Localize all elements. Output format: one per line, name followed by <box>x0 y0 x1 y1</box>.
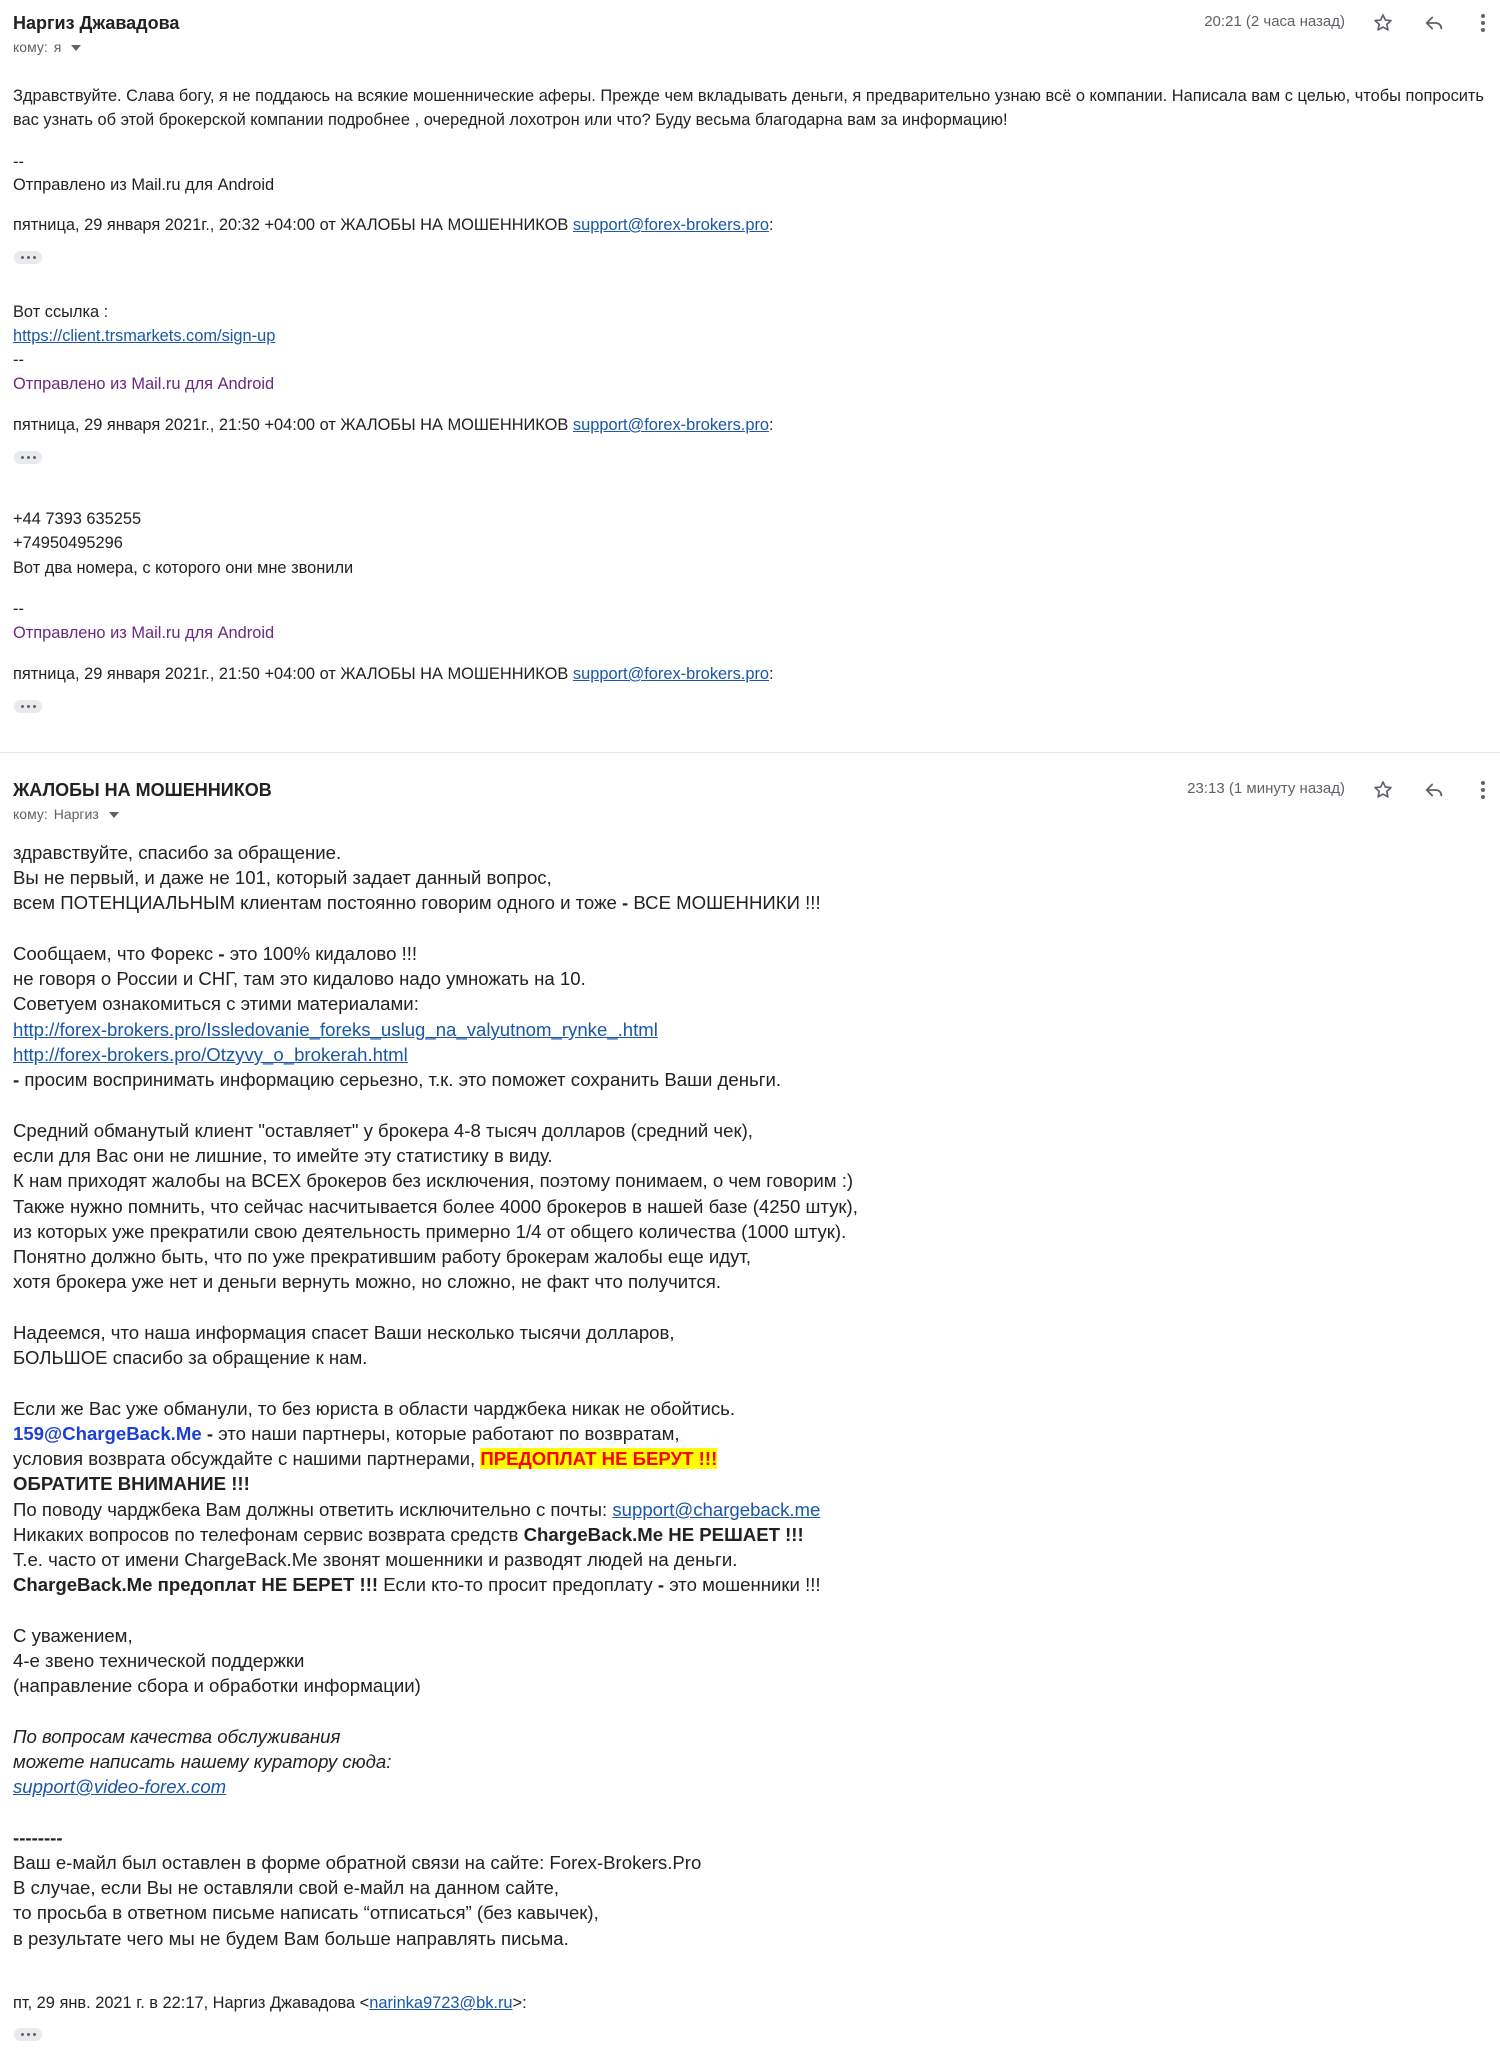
text: - <box>622 892 634 913</box>
quote-header <box>13 1991 527 2015</box>
signup-link-text[interactable]: https://client.trsmarkets.com/sign-up <box>13 327 276 345</box>
link-label: Вот ссылка : <box>13 303 109 321</box>
body-line: Если же Вас уже обманули, то без юриста в области чарджбека никак не обойтись. <box>13 1398 735 1419</box>
star-icon[interactable] <box>1370 777 1396 803</box>
body-line: то просьба в ответном письме написать “отписаться” (без кавычек), <box>13 1902 599 1923</box>
body-line: БОЛЬШОЕ спасибо за обращение к нам. <box>13 1347 368 1368</box>
signature-dash: -- <box>13 351 24 369</box>
body-line: Надеемся, что наша информация спасет Ваши несколько тысячи долларов, <box>13 1322 675 1343</box>
body-line <box>13 1497 820 1522</box>
more-vert-icon[interactable] <box>1470 10 1496 36</box>
text: это мошенники !!! <box>669 1574 821 1595</box>
body-line <box>13 941 417 966</box>
text: Сообщаем, что Форекс <box>13 943 219 964</box>
partner-email[interactable]: 159@ChargeBack.Me <box>13 1423 202 1444</box>
sender-name[interactable]: Наргиз Джавадова <box>13 13 180 33</box>
body-line: можете написать нашему куратору сюда: <box>13 1751 392 1772</box>
signature-dash: -- <box>13 600 24 618</box>
text: Если кто-то просит предоплату <box>378 1574 658 1595</box>
reply-icon[interactable] <box>1421 10 1447 36</box>
phone-number: +74950495296 <box>13 534 123 552</box>
signature: Отправлено из Mail.ru для Android <box>13 375 275 393</box>
body-line <box>13 890 821 915</box>
body-line: вас узнать об этой брокерской компании подробнее , очередной лохотрон или что? Буду весьма благодарна вам за информацию! <box>13 111 1008 129</box>
colon: : <box>769 216 774 234</box>
phones-note: Вот два номера, с которого они мне звонили <box>13 559 354 577</box>
text: - <box>218 943 230 964</box>
text: - <box>201 1423 219 1444</box>
chevron-down-icon[interactable] <box>109 812 119 818</box>
body-line: Советуем ознакомиться с этими материалами: <box>13 993 419 1014</box>
quote-text: пятница, 29 января 2021г., 20:32 +04:00 от ЖАЛОБЫ НА МОШЕННИКОВ <box>13 216 569 234</box>
star-icon[interactable] <box>1370 10 1396 36</box>
more-vert-icon[interactable] <box>1470 777 1496 803</box>
body-line: Также нужно помнить, что сейчас насчитывается более 4000 брокеров в нашей базе (4250 штук), <box>13 1196 858 1217</box>
link-text[interactable]: http://forex-brokers.pro/Issledovanie_foreks_uslug_na_valyutnom_rynke_.html <box>13 1019 658 1040</box>
chargeback-email-link[interactable]: support@chargeback.me <box>612 1499 821 1520</box>
body-line: Здравствуйте. Слава богу, я не поддаюсь на всякие мошеннические аферы. Прежде чем вкладывать деньги, я предварительно узнаю всё о компании. Написала вам с целью, чтобы попросить <box>13 87 1484 105</box>
text: это 100% кидалово !!! <box>229 943 418 964</box>
signature: Отправлено из Mail.ru для Android <box>13 176 275 194</box>
body-line: В случае, если Вы не оставляли свой е-майл на данном сайте, <box>13 1877 560 1898</box>
signup-link[interactable] <box>13 324 275 348</box>
text: По поводу чарджбека Вам должны ответить исключительно с почты: <box>13 1499 613 1520</box>
quote-text: пт, 29 янв. 2021 г. в 22:17, Наргиз Джавадова < <box>13 1994 370 2012</box>
body-line <box>13 1522 804 1547</box>
body-line: если для Вас они не лишние, то имейте эту статистику в виду. <box>13 1145 553 1166</box>
body-line: из которых уже прекратили свою деятельность примерно 1/4 от общего количества (1000 штук). <box>13 1221 847 1242</box>
text: Никаких вопросов по телефонам сервис возврата средств <box>13 1524 524 1545</box>
curator-email-link[interactable] <box>13 1774 226 1799</box>
quote-header <box>13 662 774 686</box>
body-line: 4-е звено технической поддержки <box>13 1650 305 1671</box>
text: ChargeBack.Me предоплат НЕ БЕРЕТ !!! <box>13 1574 379 1595</box>
colon: : <box>769 416 774 434</box>
message-divider <box>0 752 1500 753</box>
timestamp: 23:13 (1 минуту назад) <box>1187 780 1345 797</box>
recipient-line[interactable] <box>13 39 81 55</box>
to-label: кому: <box>13 806 48 822</box>
text: всем ПОТЕНЦИАЛЬНЫМ клиентам постоянно говорим одного и тоже <box>13 892 623 913</box>
body-line: По вопросам качества обслуживания <box>13 1726 341 1747</box>
quote-email-link[interactable]: support@forex-brokers.pro <box>572 216 770 234</box>
body-line <box>13 1572 821 1597</box>
text: - <box>13 1069 25 1090</box>
link-text[interactable]: support@video-forex.com <box>13 1776 227 1797</box>
body-line: Вы не первый, и даже не 101, который задает данный вопрос, <box>13 867 552 888</box>
body-line <box>13 1421 680 1446</box>
quote-email-link[interactable]: support@forex-brokers.pro <box>572 416 770 434</box>
highlight-warning: ПРЕДОПЛАТ НЕ БЕРУТ !!! <box>480 1448 718 1469</box>
quote-header <box>13 213 774 237</box>
body-line: здравствуйте, спасибо за обращение. <box>13 842 342 863</box>
text: ChargeBack.Me НЕ РЕШАЕТ !!! <box>523 1524 804 1545</box>
body-line: не говоря о России и СНГ, там это кидалово надо умножать на 10. <box>13 968 586 989</box>
body-line: К нам приходят жалобы на ВСЕХ брокеров без исключения, поэтому понимаем, о чем говорим :) <box>13 1170 854 1191</box>
body-line: хотя брокера уже нет и деньги вернуть можно, но сложно, не факт что получится. <box>13 1271 722 1292</box>
quote-email-link[interactable]: support@forex-brokers.pro <box>572 665 770 683</box>
phone-number: +44 7393 635255 <box>13 510 142 528</box>
body-line: Средний обманутый клиент "оставляет" у брокера 4-8 тысяч долларов (средний чек), <box>13 1120 753 1141</box>
text: просим воспринимать информацию серьезно, т.к. это поможет сохранить Ваши деньги. <box>24 1069 782 1090</box>
text: условия возврата обсуждайте с нашими партнерами, <box>13 1448 481 1469</box>
chevron-down-icon[interactable] <box>71 45 81 51</box>
body-line: С уважением, <box>13 1625 133 1646</box>
text: ВСЕ МОШЕННИКИ !!! <box>633 892 821 913</box>
signature-dash: -- <box>13 153 24 171</box>
body-line <box>13 1067 781 1092</box>
reply-icon[interactable] <box>1421 777 1447 803</box>
quote-email-link[interactable]: narinka9723@bk.ru <box>369 1994 513 2012</box>
body-line: Т.е. часто от имени ChargeBack.Me звонят мошенники и разводят людей на деньги. <box>13 1549 738 1570</box>
body-line <box>13 1446 717 1471</box>
body-line: в результате чего мы не будем Вам больше направлять письма. <box>13 1928 569 1949</box>
body-line: Ваш е-майл был оставлен в форме обратной связи на сайте: Forex-Brokers.Pro <box>13 1852 702 1873</box>
body-line: (направление сбора и обработки информации) <box>13 1675 421 1696</box>
show-trimmed-icon[interactable] <box>14 451 42 464</box>
text: это наши партнеры, которые работают по возвратам, <box>218 1423 680 1444</box>
quote-text: пятница, 29 января 2021г., 21:50 +04:00 от ЖАЛОБЫ НА МОШЕННИКОВ <box>13 665 569 683</box>
signature: Отправлено из Mail.ru для Android <box>13 624 275 642</box>
materials-link-2[interactable] <box>13 1042 408 1067</box>
to-label: кому: <box>13 39 48 55</box>
quote-text: пятница, 29 января 2021г., 21:50 +04:00 от ЖАЛОБЫ НА МОШЕННИКОВ <box>13 416 569 434</box>
separator-line: -------- <box>13 1827 63 1848</box>
recipient-line[interactable] <box>13 806 119 822</box>
show-trimmed-icon[interactable] <box>14 700 42 713</box>
show-trimmed-icon[interactable] <box>14 251 42 264</box>
link-text[interactable]: http://forex-brokers.pro/Otzyvy_o_brokerah.html <box>13 1044 408 1065</box>
body-line: ОБРАТИТЕ ВНИМАНИЕ !!! <box>13 1473 250 1494</box>
show-trimmed-icon[interactable] <box>14 2028 42 2041</box>
timestamp: 20:21 (2 часа назад) <box>1204 13 1345 30</box>
quote-header <box>13 413 774 437</box>
quote-text: >: <box>512 1994 527 2012</box>
to-value: Наргиз <box>53 806 99 822</box>
to-value: я <box>53 39 62 55</box>
text: - <box>657 1574 670 1595</box>
materials-link-1[interactable] <box>13 1017 658 1042</box>
colon: : <box>769 665 774 683</box>
sender-name[interactable]: ЖАЛОБЫ НА МОШЕННИКОВ <box>13 780 272 800</box>
body-line: Понятно должно быть, что по уже прекратившим работу брокерам жалобы еще идут, <box>13 1246 751 1267</box>
